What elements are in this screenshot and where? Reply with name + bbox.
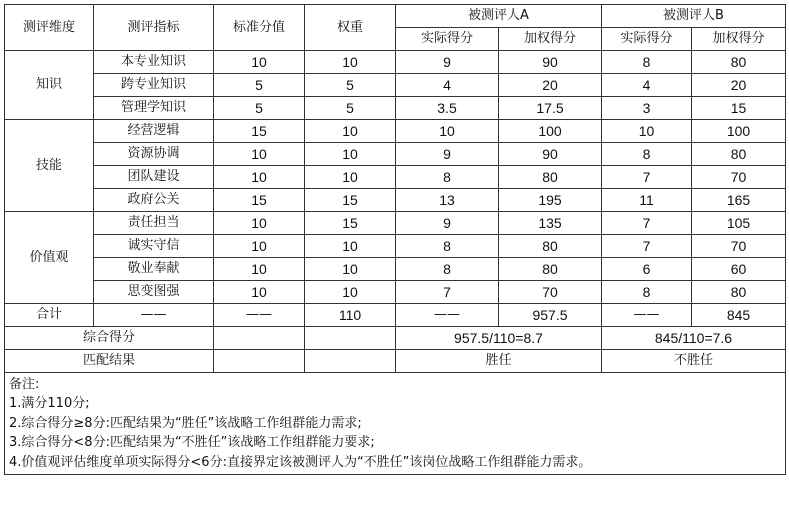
weight-cell: 5 [305, 74, 396, 97]
match-a: 胜任 [396, 350, 602, 373]
a-actual-cell: 8 [396, 166, 499, 189]
header-dimension: 测评维度 [5, 5, 94, 51]
indicator-cell: 敬业奉献 [94, 258, 214, 281]
table-row [5, 212, 786, 235]
b-weighted-cell: 15 [692, 97, 786, 120]
table-row [5, 74, 786, 97]
a-actual-cell: 10 [396, 120, 499, 143]
a-weighted-cell: 17.5 [499, 97, 602, 120]
total-b-weighted: 845 [692, 304, 786, 327]
note-item-3: 3.综合得分<8分:匹配结果为“不胜任”该战略工作组群能力要求; [9, 435, 375, 451]
weight-cell: 5 [305, 97, 396, 120]
a-weighted-cell: 135 [499, 212, 602, 235]
indicator-cell: 本专业知识 [94, 51, 214, 74]
b-weighted-cell: 105 [692, 212, 786, 235]
a-weighted-cell: 90 [499, 143, 602, 166]
b-actual-cell: 7 [602, 212, 692, 235]
b-actual-cell: 8 [602, 51, 692, 74]
a-actual-cell: 9 [396, 51, 499, 74]
b-actual-cell: 8 [602, 143, 692, 166]
header-standard: 标准分值 [214, 5, 305, 51]
match-empty-1 [214, 350, 305, 373]
indicator-cell: 责任担当 [94, 212, 214, 235]
notes-row [5, 373, 786, 475]
total-row [5, 304, 786, 327]
b-actual-cell: 7 [602, 235, 692, 258]
dimension-cell: 知识 [5, 51, 94, 120]
table-row [5, 189, 786, 212]
a-weighted-cell: 80 [499, 235, 602, 258]
composite-a: 957.5/110=8.7 [396, 327, 602, 350]
header-a-weighted: 加权得分 [499, 28, 602, 51]
a-weighted-cell: 80 [499, 166, 602, 189]
b-weighted-cell: 20 [692, 74, 786, 97]
b-actual-cell: 3 [602, 97, 692, 120]
b-weighted-cell: 80 [692, 143, 786, 166]
standard-cell: 10 [214, 143, 305, 166]
a-weighted-cell: 70 [499, 281, 602, 304]
standard-cell: 10 [214, 235, 305, 258]
b-weighted-cell: 100 [692, 120, 786, 143]
a-actual-cell: 8 [396, 258, 499, 281]
table-row [5, 166, 786, 189]
header-person-b: 被测评人B [602, 5, 786, 28]
b-actual-cell: 11 [602, 189, 692, 212]
composite-b: 845/110=7.6 [602, 327, 786, 350]
b-actual-cell: 8 [602, 281, 692, 304]
match-row [5, 350, 786, 373]
standard-cell: 5 [214, 97, 305, 120]
header-indicator: 测评指标 [94, 5, 214, 51]
a-actual-cell: 4 [396, 74, 499, 97]
weight-cell: 10 [305, 281, 396, 304]
standard-cell: 15 [214, 120, 305, 143]
match-b: 不胜任 [602, 350, 786, 373]
total-weight: 110 [305, 304, 396, 327]
weight-cell: 10 [305, 120, 396, 143]
dimension-cell: 技能 [5, 120, 94, 212]
standard-cell: 10 [214, 166, 305, 189]
header-row-1 [5, 5, 786, 28]
table-row [5, 258, 786, 281]
a-actual-cell: 13 [396, 189, 499, 212]
table-row [5, 51, 786, 74]
notes-cell [5, 373, 786, 475]
b-actual-cell: 10 [602, 120, 692, 143]
composite-row [5, 327, 786, 350]
b-actual-cell: 4 [602, 74, 692, 97]
b-weighted-cell: 70 [692, 166, 786, 189]
total-a-actual: —— [396, 304, 499, 327]
table-row [5, 235, 786, 258]
table-row [5, 97, 786, 120]
b-weighted-cell: 80 [692, 51, 786, 74]
indicator-cell: 政府公关 [94, 189, 214, 212]
a-weighted-cell: 80 [499, 258, 602, 281]
b-weighted-cell: 70 [692, 235, 786, 258]
a-weighted-cell: 90 [499, 51, 602, 74]
standard-cell: 15 [214, 189, 305, 212]
total-standard: —— [214, 304, 305, 327]
weight-cell: 15 [305, 212, 396, 235]
b-weighted-cell: 60 [692, 258, 786, 281]
indicator-cell: 诚实守信 [94, 235, 214, 258]
b-weighted-cell: 165 [692, 189, 786, 212]
total-label: 合计 [5, 304, 94, 327]
a-actual-cell: 8 [396, 235, 499, 258]
header-a-actual: 实际得分 [396, 28, 499, 51]
weight-cell: 10 [305, 258, 396, 281]
b-actual-cell: 7 [602, 166, 692, 189]
a-weighted-cell: 100 [499, 120, 602, 143]
a-actual-cell: 3.5 [396, 97, 499, 120]
notes-title: 备注: [9, 377, 40, 392]
table-row [5, 281, 786, 304]
table-row [5, 120, 786, 143]
standard-cell: 5 [214, 74, 305, 97]
total-indicator: —— [94, 304, 214, 327]
standard-cell: 10 [214, 281, 305, 304]
total-b-actual: —— [602, 304, 692, 327]
evaluation-table [4, 4, 786, 475]
note-item-1: 1.满分110分; [9, 396, 90, 412]
indicator-cell: 资源协调 [94, 143, 214, 166]
table-row [5, 143, 786, 166]
a-weighted-cell: 195 [499, 189, 602, 212]
b-weighted-cell: 80 [692, 281, 786, 304]
indicator-cell: 管理学知识 [94, 97, 214, 120]
b-actual-cell: 6 [602, 258, 692, 281]
composite-label: 综合得分 [5, 327, 214, 350]
a-actual-cell: 7 [396, 281, 499, 304]
weight-cell: 15 [305, 189, 396, 212]
indicator-cell: 思变图强 [94, 281, 214, 304]
indicator-cell: 经营逻辑 [94, 120, 214, 143]
weight-cell: 10 [305, 143, 396, 166]
note-item-4: 4.价值观评估维度单项实际得分<6分:直接界定该被测评人为“不胜任”该岗位战略工作组群能力需求。 [9, 454, 592, 470]
header-b-weighted: 加权得分 [692, 28, 786, 51]
total-a-weighted: 957.5 [499, 304, 602, 327]
header-b-actual: 实际得分 [602, 28, 692, 51]
standard-cell: 10 [214, 258, 305, 281]
a-weighted-cell: 20 [499, 74, 602, 97]
composite-empty-2 [305, 327, 396, 350]
standard-cell: 10 [214, 51, 305, 74]
header-person-a: 被测评人A [396, 5, 602, 28]
dimension-cell: 价值观 [5, 212, 94, 304]
weight-cell: 10 [305, 166, 396, 189]
weight-cell: 10 [305, 51, 396, 74]
a-actual-cell: 9 [396, 143, 499, 166]
composite-empty-1 [214, 327, 305, 350]
standard-cell: 10 [214, 212, 305, 235]
match-empty-2 [305, 350, 396, 373]
indicator-cell: 团队建设 [94, 166, 214, 189]
match-label: 匹配结果 [5, 350, 214, 373]
note-item-2: 2.综合得分≥8分:匹配结果为“胜任”该战略工作组群能力需求; [9, 415, 362, 431]
evaluation-table-wrapper [4, 4, 785, 475]
indicator-cell: 跨专业知识 [94, 74, 214, 97]
weight-cell: 10 [305, 235, 396, 258]
header-weight: 权重 [305, 5, 396, 51]
a-actual-cell: 9 [396, 212, 499, 235]
